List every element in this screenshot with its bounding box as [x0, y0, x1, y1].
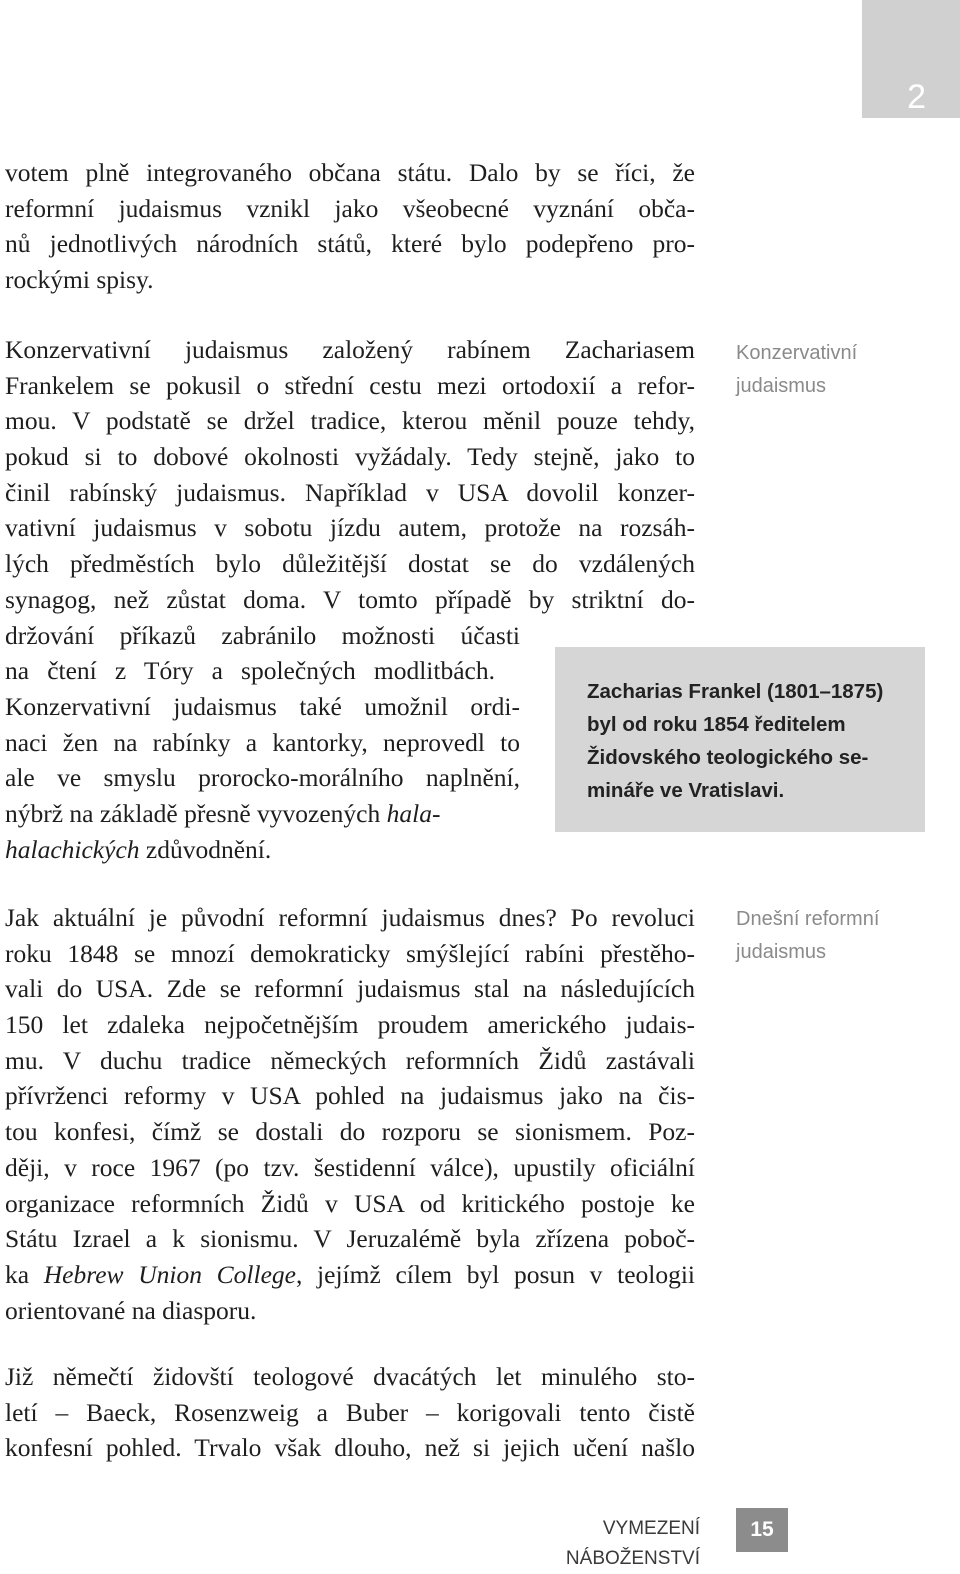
page-number: 15: [736, 1508, 788, 1552]
margin-note-line: judaismus: [736, 941, 827, 963]
text-segment: ka: [5, 1259, 30, 1289]
paragraph-3: [5, 900, 695, 1328]
sidebar-line: mináře ve Vratislavi.: [587, 779, 785, 802]
text-line: organizace reformních Židů v USA od kritického postoje ke: [5, 1188, 695, 1218]
text-line: synagog, než zůstat doma. V tomto případě by striktní do-: [5, 584, 695, 614]
text-line: naci žen na rabínky a kantorky, neprovedl to: [5, 727, 520, 757]
text-line: Již němečtí židovští teologové dvacátých let minulého sto-: [5, 1362, 695, 1391]
text-line: letí – Baeck, Rosenzweig a Buber – korigovali tento čistě: [5, 1397, 695, 1427]
sidebar-text: [587, 675, 887, 807]
sidebar-box: [555, 647, 925, 832]
text-line: tou konfesi, čímž se dostali do rozporu se sionismem. Poz-: [5, 1117, 695, 1147]
text-line: [5, 1257, 695, 1293]
text-segment: nýbrž na základě přesně vyvozených: [5, 798, 381, 828]
text-line: votem plně integrovaného občana státu. Dalo by se říci, že: [5, 158, 695, 187]
text-line: nů jednotlivých národních států, které bylo podepřeno pro-: [5, 229, 695, 259]
text-line: lých předměstích bylo důležitější dostat se do vzdálených: [5, 549, 695, 579]
text-line: Konzervativní judaismus také umožnil ordi-: [5, 691, 520, 721]
margin-note-conservative: [736, 337, 936, 403]
text-line: mou. V podstatě se držel tradice, kterou měnil pouze tehdy,: [5, 406, 695, 436]
text-line: reformní judaismus vznikl jako všeobecné vyznání obča-: [5, 193, 695, 223]
text-line: roku 1848 se mnozí demokraticky smýšlející rabíni přestěho-: [5, 938, 695, 968]
text-line: orientované na diasporu.: [5, 1295, 257, 1325]
text-line: Státu Izrael a k sionismu. V Jeruzalémě byla zřízena poboč-: [5, 1224, 695, 1254]
text-line: Jak aktuální je původní reformní judaismus dnes? Po revoluci: [5, 903, 695, 932]
text-line: ději, v roce 1967 (po tzv. šestidenní válce), upustily oficiální: [5, 1152, 695, 1182]
text-line: 150 let zdaleka nejpočetnějším proudem amerického judais-: [5, 1010, 695, 1040]
sidebar-line: Zacharias Frankel (1801–1875): [587, 680, 884, 703]
text-line: Konzervativní judaismus založený rabínem Zachariasem: [5, 335, 695, 364]
text-segment: zdůvodnění.: [145, 834, 272, 864]
chapter-number: 2: [907, 78, 926, 116]
text-line: přívrženci reformy v USA pohled na judaismus jako na čis-: [5, 1081, 695, 1111]
text-line: držování příkazů zabránilo možnosti účasti: [5, 620, 520, 650]
italic-term: halachických: [5, 834, 140, 864]
text-line: činil rabínský judaismus. Například v USA dovolil konzer-: [5, 477, 695, 507]
italic-term: Hebrew Union College: [43, 1259, 296, 1289]
text-line: mu. V duchu tradice německých reformních Židů zastávali: [5, 1045, 695, 1075]
text-line: [5, 796, 520, 832]
text-line: konfesní pohled. Trvalo však dlouho, než si jejich učení našlo: [5, 1433, 695, 1463]
margin-note-line: Dnešní reformní: [736, 908, 880, 930]
text-segment: , jejímž cílem byl posun v teologii: [296, 1259, 695, 1289]
text-line: pokud si to dobové okolnosti vyžádaly. Tedy stejně, jako to: [5, 442, 695, 472]
text-line: na čtení z Tóry a společných modlitbách.: [5, 656, 495, 686]
sidebar-line: Židovského teologického se-: [587, 746, 869, 769]
paragraph-4: [5, 1359, 695, 1466]
text-line: ale ve smyslu prorocko-morálního naplnění,: [5, 763, 520, 793]
chapter-tab: [862, 0, 960, 118]
italic-term: hala-: [386, 798, 441, 828]
margin-note-line: judaismus: [736, 375, 827, 397]
text-line: [5, 832, 695, 868]
margin-note-line: Konzervativní: [736, 342, 858, 364]
sidebar-line: byl od roku 1854 ředitelem: [587, 713, 846, 736]
footer-title: VYMEZENÍ NÁBOŽENSTVÍ: [565, 1518, 700, 1569]
text-line: vativní judaismus v sobotu jízdu autem, protože na rozsáh-: [5, 513, 695, 543]
text-line: rockými spisy.: [5, 265, 154, 295]
text-line: vali do USA. Zde se reformní judaismus stal na následujících: [5, 974, 695, 1004]
paragraph-1: [5, 155, 695, 298]
text-line: Frankelem se pokusil o střední cestu mezi ortodoxií a refor-: [5, 370, 695, 400]
margin-note-reform-today: [736, 903, 936, 969]
